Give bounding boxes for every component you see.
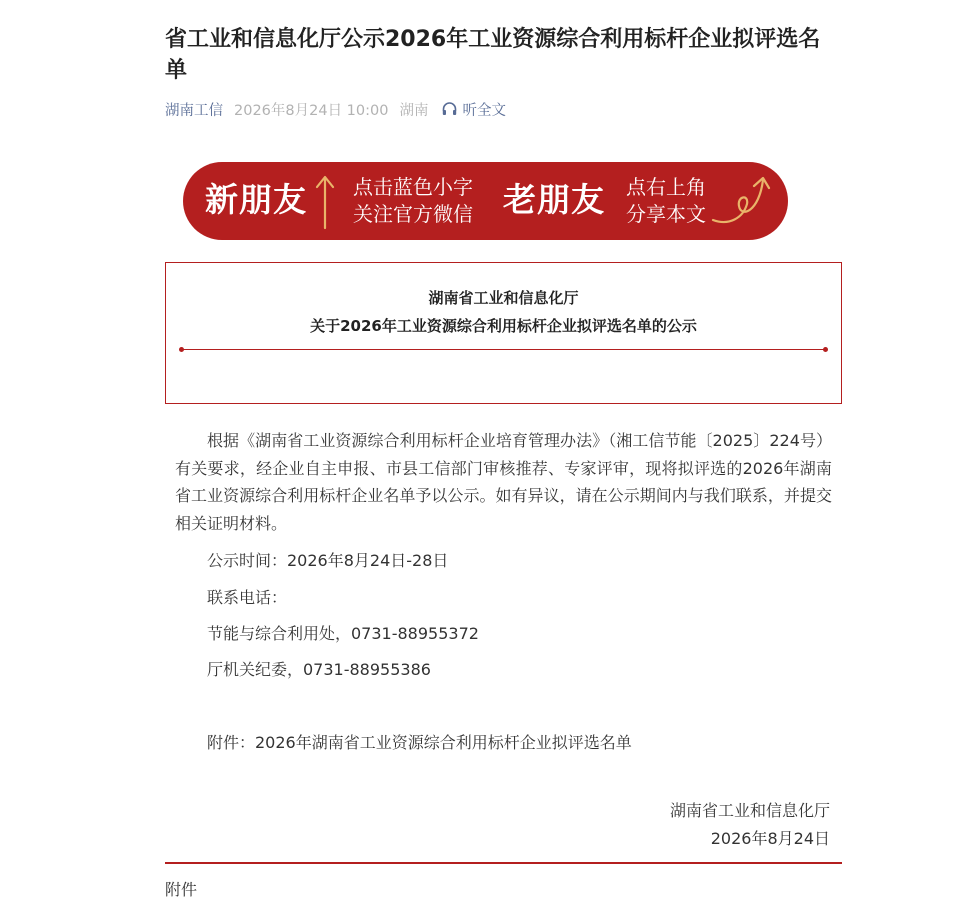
article-title: 省工业和信息化厅公示2026年工业资源综合利用标杆企业拟评选名单 xyxy=(165,27,821,83)
notice-subject: 关于2026年工业资源综合利用标杆企业拟评选名单的公示 xyxy=(310,317,697,335)
rule-right-dot xyxy=(823,347,828,352)
listen-label: 听全文 xyxy=(462,102,506,119)
attachment-note: 附件：2026年湖南省工业资源综合利用标杆企业拟评选名单 xyxy=(207,733,632,752)
publish-date: 2026年8月24日 10:00 xyxy=(234,102,389,119)
contact-label: 联系电话： xyxy=(207,588,288,607)
divider-rule xyxy=(182,349,825,350)
notice-body-paragraph: 根据《湖南省工业资源综合利用标杆企业培育管理办法》（湘工信节能〔2025〕224号）有关要求，经企业自主申报、市县工信部门审核推荐、专家评审，现将拟评选的2026年湖南省工业资源综合利用标杆企业名单予以公示。如有异议，请在公示期间内与我们联系，并提交相关证明材料。 xyxy=(175,431,832,533)
new-friend-label: 新朋友 xyxy=(205,180,307,219)
old-friend-line1: 点右上角 xyxy=(626,175,706,199)
listen-full-text-button[interactable] xyxy=(442,99,506,120)
notice-issuer: 湖南省工业和信息化厅 xyxy=(428,289,579,307)
contact-discipline-committee: 厅机关纪委，0731-88955386 xyxy=(207,660,431,679)
article-meta xyxy=(165,98,506,120)
headphones-icon xyxy=(442,102,457,116)
old-friend-line2: 分享本文 xyxy=(626,202,706,226)
new-friend-line1: 点击蓝色小字 xyxy=(353,175,473,199)
publicity-period: 公示时间：2026年8月24日-28日 xyxy=(207,551,449,570)
new-friend-line2: 关注官方微信 xyxy=(353,202,473,226)
publish-region: 湖南 xyxy=(399,102,429,119)
attachment-heading: 附件 xyxy=(165,880,198,899)
curved-share-arrow-icon xyxy=(709,174,773,228)
notice-header-box xyxy=(165,262,842,404)
account-name-link[interactable]: 湖南工信 xyxy=(165,102,223,119)
follow-share-banner xyxy=(183,162,788,240)
old-friend-label: 老朋友 xyxy=(503,180,605,219)
signature-date: 2026年8月24日 xyxy=(710,829,830,848)
signature-org: 湖南省工业和信息化厅 xyxy=(669,801,830,820)
bottom-divider xyxy=(165,862,842,864)
contact-energy-division: 节能与综合利用处，0731-88955372 xyxy=(207,624,479,643)
arrow-up-icon xyxy=(315,174,335,230)
